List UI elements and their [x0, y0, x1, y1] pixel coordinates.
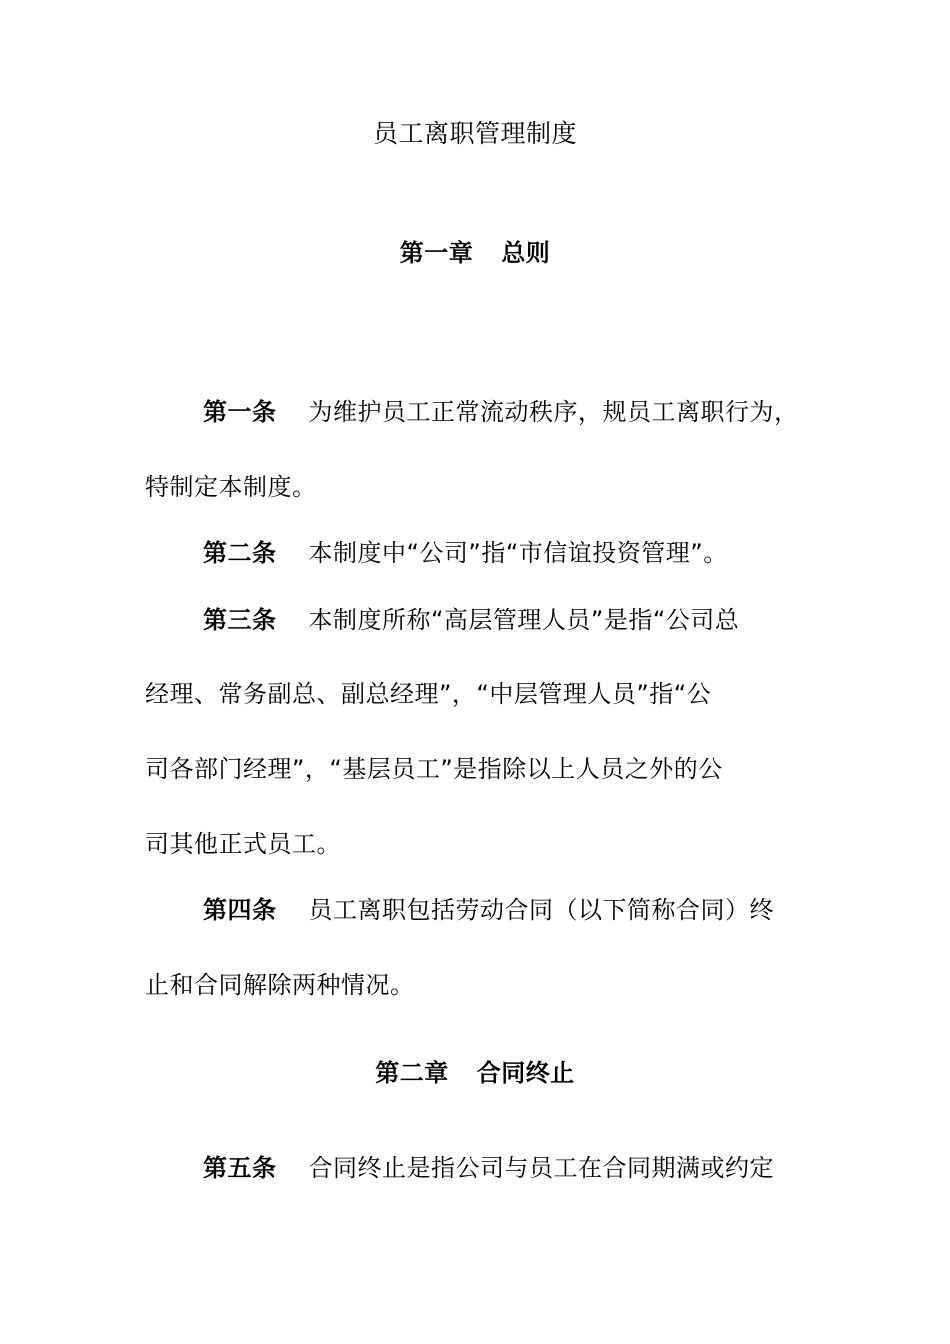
article-2-label: 第二条	[203, 539, 277, 567]
article-4-line-2: 止和合同解除两种情况。	[145, 971, 415, 999]
chapter-1-number: 第一章	[399, 239, 474, 267]
article-1-line-2: 特制定本制度。	[145, 473, 317, 501]
article-2-text-1: 本制度中“公司”指“市信谊投资管理”。	[308, 539, 728, 567]
article-4-text-1: 员工离职包括劳动合同（以下简称合同）终	[308, 896, 774, 924]
article-1-line-1	[203, 396, 799, 428]
article-1-text-1: 为维护员工正常流动秩序，规员工离职行为，	[308, 398, 799, 426]
article-5-text-1: 合同终止是指公司与员工在合同期满或约定	[308, 1154, 774, 1182]
chapter-1-heading	[0, 237, 950, 269]
chapter-2-heading	[0, 1057, 950, 1089]
article-5-line-1	[203, 1152, 774, 1184]
article-3-line-2: 经理、常务副总、副总经理”，“中层管理人员”指“公	[145, 680, 712, 708]
article-3-line-3: 司各部门经理”，“基层员工”是指除以上人员之外的公	[145, 755, 723, 783]
article-5-label: 第五条	[203, 1154, 277, 1182]
article-4-line-1	[203, 894, 774, 926]
chapter-2-name: 合同终止	[476, 1059, 575, 1087]
article-2-line-1	[203, 537, 728, 569]
chapter-2-number: 第二章	[375, 1059, 449, 1087]
chapter-1-name: 总则	[501, 239, 551, 267]
article-4-label: 第四条	[203, 896, 277, 924]
article-3-line-1	[203, 604, 739, 636]
article-3-line-4: 司其他正式员工。	[145, 830, 341, 858]
article-3-label: 第三条	[203, 606, 277, 634]
document-title: 员工离职管理制度	[372, 119, 577, 148]
article-1-label: 第一条	[203, 398, 277, 426]
article-3-text-1: 本制度所称“高层管理人员”是指“公司总	[308, 606, 740, 634]
